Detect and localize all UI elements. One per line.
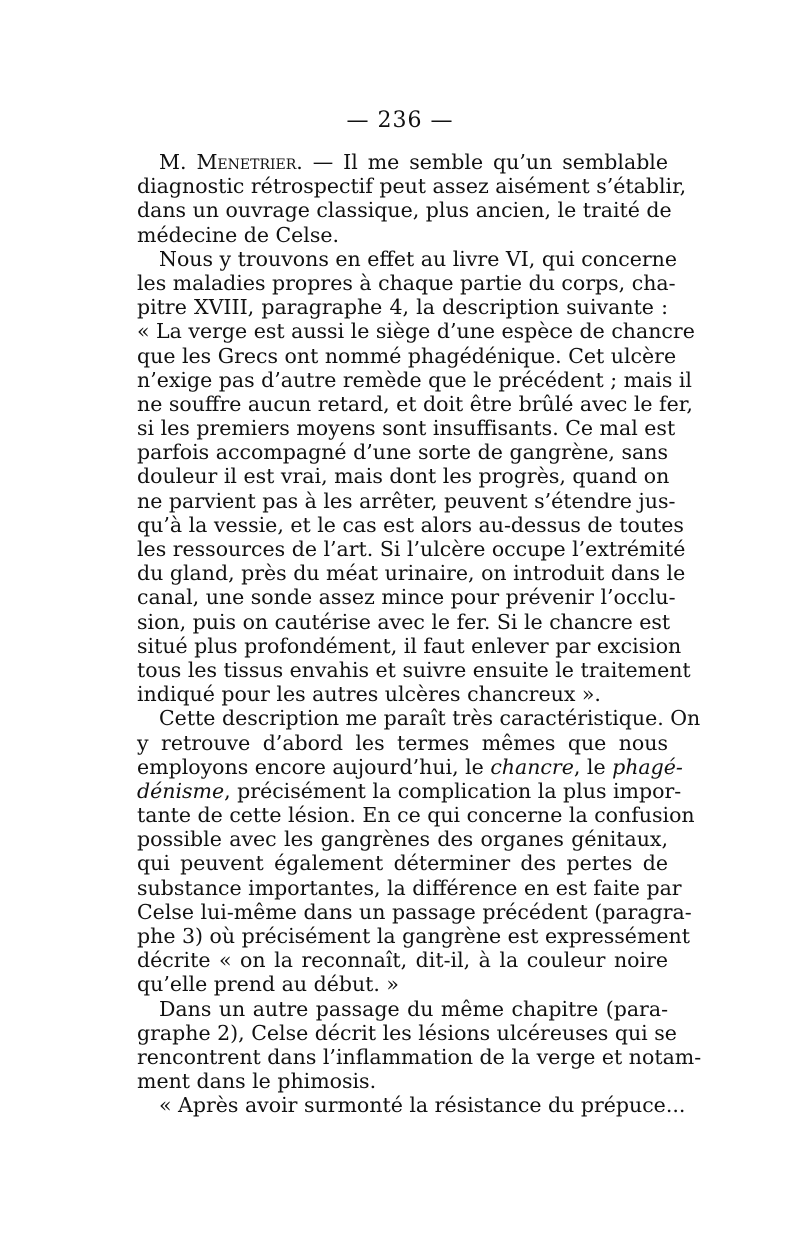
text-line [137, 223, 668, 247]
text-line [137, 246, 677, 271]
text-segment: du gland, près du méat urinaire, on introduit dans le [137, 561, 686, 586]
text-line [137, 803, 695, 828]
text-segment: situé plus profondément, il faut enlever par excision [137, 633, 682, 658]
text-line [137, 488, 676, 513]
text-line [137, 924, 690, 948]
text-segment: parfois accompagné d’une sorte de gangrène, sans [137, 440, 668, 465]
text-segment: qu’elle prend au début. » [137, 972, 399, 997]
text-segment: . — Il me semble qu’un semblable [296, 150, 669, 174]
text-segment: décrite « on la reconnaît, dit-il, à la couleur noire [137, 948, 668, 973]
text-segment: qui peuvent également déterminer des pertes de [137, 851, 668, 876]
text-line [137, 440, 668, 464]
text-segment: « Après avoir surmonté la résistance du prépuce... [159, 1093, 686, 1118]
text-line [137, 585, 676, 610]
text-segment: Celse lui-même dans un passage précédent (paragra- [137, 899, 692, 924]
text-segment: employons encore aujourd’hui, le [137, 754, 491, 779]
text-line [137, 150, 668, 174]
text-segment: douleur il est vrai, mais dont les progrès, quand on [137, 464, 670, 489]
text-line [137, 731, 668, 755]
text-segment: rencontrent dans l’inflammation de la verge et notam- [137, 1044, 702, 1069]
text-segment: Cette description me paraît très caractéristique. On [159, 706, 701, 731]
text-line [137, 319, 695, 344]
text-line [137, 1044, 702, 1069]
text-line [137, 633, 682, 658]
text-segment: les ressources de l’art. Si l’ulcère occupe l’extrémité [137, 537, 686, 561]
text-segment: sion, puis on cautérise avec le fer. Si le chancre est [137, 609, 671, 634]
text-segment: si les premiers moyens sont insuffisants. Ce mal est [137, 416, 676, 441]
text-segment: substance importantes, la différence en est faite par [137, 875, 682, 900]
text-line [137, 174, 687, 199]
text-line [137, 997, 668, 1021]
text-line [137, 537, 686, 561]
text-segment: indiqué pour les autres ulcères chancreux ». [137, 682, 601, 707]
text-segment: y retrouve d’abord les termes mêmes que nous [137, 730, 668, 755]
text-line [137, 778, 682, 803]
text-line [137, 416, 676, 441]
text-line [137, 609, 671, 634]
text-segment: M. [159, 150, 197, 174]
text-line [137, 343, 677, 368]
text-segment: Dans un autre passage du même chapitre (para- [159, 996, 668, 1021]
text-line [137, 851, 668, 875]
text-segment: « La verge est aussi le siège d’une espèce de chancre [137, 319, 695, 344]
page-number: — 236 — [346, 108, 454, 133]
text-segment: médecine de Celse. [137, 222, 340, 247]
text-segment: , précisément la complication la plus impor- [224, 778, 682, 803]
text-line [137, 948, 668, 972]
text-segment: ne parvient pas à les arrêter, peuvent s’étendre jus- [137, 488, 676, 513]
text-line [137, 391, 693, 416]
text-line [137, 682, 668, 706]
text-segment: Nous y trouvons en effet au livre VI, qui concerne [159, 246, 677, 271]
text-segment: possible avec les gangrènes des organes génitaux, [137, 827, 668, 852]
paragraph [137, 246, 695, 707]
italic-term: chancre [490, 754, 574, 779]
paragraph [137, 150, 687, 247]
text-line [137, 1069, 668, 1093]
text-segment: ne souffre aucun retard, et doit être brûlé avec le fer, [137, 391, 693, 416]
text-segment: diagnostic rétrospectif peut assez aisément s’établir, [137, 174, 687, 199]
text-segment: tante de cette lésion. En ce qui concerne la confusion [137, 803, 695, 828]
text-line [137, 657, 691, 682]
text-line [137, 561, 686, 586]
speaker-name: Menetrier [196, 150, 297, 174]
text-segment: graphe 2), Celse décrit les lésions ulcéreuses qui se [137, 1020, 677, 1045]
text-segment: que les Grecs ont nommé phagédénique. Cet ulcère [137, 343, 677, 368]
text-line [137, 512, 684, 537]
body-text [137, 150, 702, 1118]
text-line [137, 875, 682, 900]
paragraph [137, 996, 702, 1094]
text-segment: dans un ouvrage classique, plus ancien, le traité de [137, 198, 672, 223]
text-line [137, 1093, 686, 1118]
text-line [137, 464, 668, 488]
text-line [137, 270, 676, 295]
text-segment: qu’à la vessie, et le cas est alors au-dessus de toutes [137, 512, 684, 537]
text-line [137, 367, 692, 392]
text-segment: , le [573, 754, 613, 779]
text-segment: n’exige pas d’autre remède que le précédent ; mais il [137, 367, 692, 392]
text-segment: canal, une sonde assez mince pour prévenir l’occlu- [137, 585, 676, 610]
text-segment: ment dans le phimosis. [137, 1069, 377, 1094]
paragraph [137, 1093, 686, 1118]
text-line [137, 295, 668, 319]
text-line [137, 706, 701, 731]
text-line [137, 754, 683, 779]
italic-term: dénisme [137, 778, 225, 803]
text-line [137, 1020, 677, 1045]
paragraph [137, 706, 701, 997]
text-segment: phe 3) où précisément la gangrène est expressément [137, 924, 690, 948]
text-line [137, 827, 668, 851]
text-line [137, 899, 692, 924]
text-segment: pitre XVIII, paragraphe 4, la description suivante : [137, 295, 668, 320]
italic-term: phagé- [612, 754, 683, 779]
text-line [137, 972, 668, 996]
text-line [137, 198, 672, 223]
text-segment: les maladies propres à chaque partie du corps, cha- [137, 270, 676, 295]
text-segment: tous les tissus envahis et suivre ensuite le traitement [137, 657, 691, 682]
